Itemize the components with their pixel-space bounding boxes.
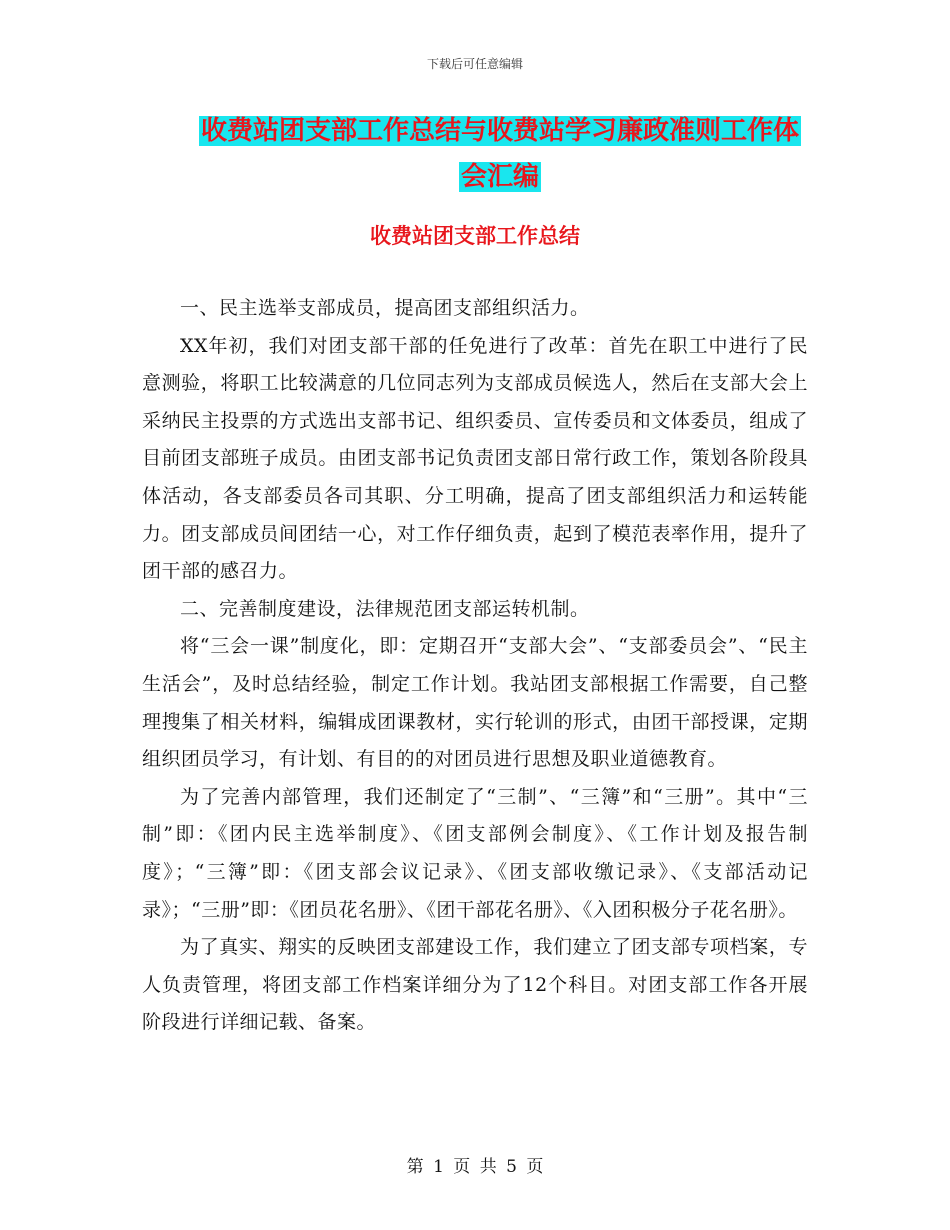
- section-title: 收费站团支部工作总结: [370, 224, 580, 248]
- paragraph: 为了完善内部管理，我们还制定了“三制”、“三簿”和“三册”。其中“三制”即：《团内民主选举制度》、《团支部例会制度》、《工作计划及报告制度》；“三簿”即：《团支部会议记录》、《团支部收缴记录》、《支部活动记录》；“三册”即：《团员花名册》、《团干部花名册》、《入团积极分子花名册》。: [142, 785, 808, 921]
- document-title-line-1: 收费站团支部工作总结与收费站学习廉政准则工作体: [200, 116, 799, 146]
- document-title: [140, 108, 860, 200]
- body-text: [142, 290, 808, 1042]
- paragraph: XX年初，我们对团支部干部的任免进行了改革：首先在职工中进行了民意测验，将职工比较满意的几位同志列为支部成员候选人，然后在支部大会上采纳民主投票的方式选出支部书记、组织委员、宣传委员和文体委员，组成了目前团支部班子成员。由团支部书记负责团支部日常行政工作，策划各阶段具体活动，各支部委员各司其职、分工明确，提高了团支部组织活力和运转能力。团支部成员间团结一心，对工作仔细负责，起到了模范表率作用，提升了团干部的感召力。: [142, 334, 808, 583]
- paragraph-heading-2: 二、完善制度建设，法律规范团支部运转机制。: [180, 597, 590, 620]
- page-number: 第 1 页 共 5 页: [406, 1157, 544, 1177]
- paragraph: 将“三会一课”制度化，即：定期召开“支部大会”、“支部委员会”、“民主生活会”，及时总结经验，制定工作计划。我站团支部根据工作需要，自己整理搜集了相关材料，编辑成团课教材，实行轮训的形式，由团干部授课，定期组织团员学习，有计划、有目的的对团员进行思想及职业道德教育。: [142, 635, 808, 771]
- paragraph-heading-1: 一、民主选举支部成员，提高团支部组织活力。: [180, 297, 590, 319]
- header-note: 下载后可任意编辑: [426, 57, 523, 71]
- document-title-line-2: 会汇编: [460, 162, 539, 192]
- paragraph: 为了真实、翔实的反映团支部建设工作，我们建立了团支部专项档案，专人负责管理，将团支部工作档案详细分为了12个科目。对团支部工作各开展阶段进行详细记载、备案。: [142, 936, 808, 1034]
